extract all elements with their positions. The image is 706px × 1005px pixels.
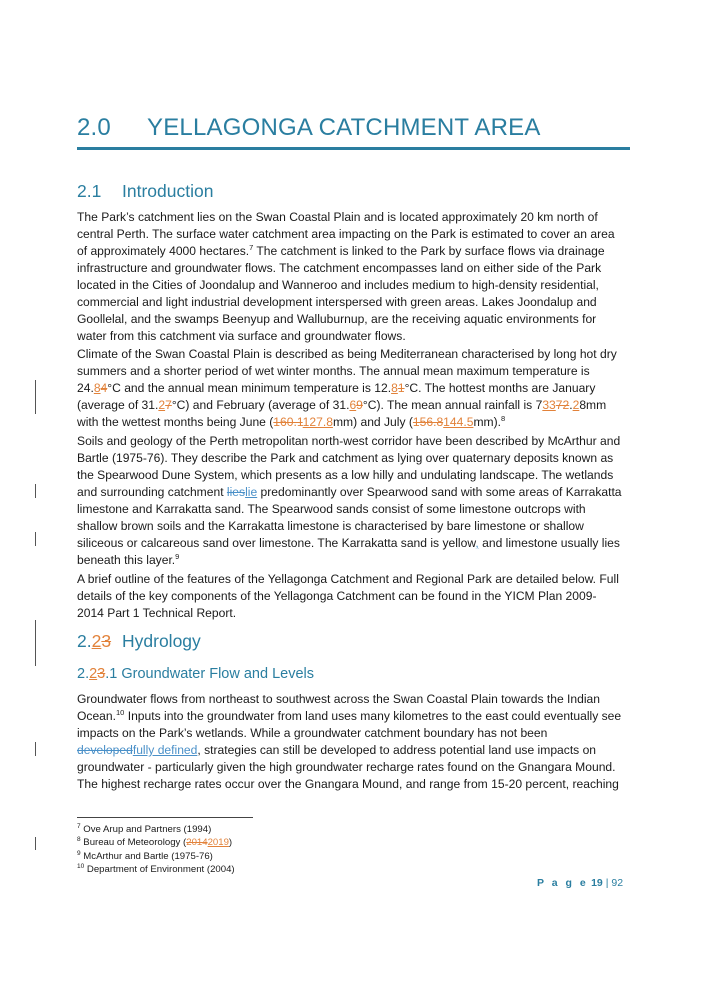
change-bar <box>35 742 36 756</box>
total-pages: 92 <box>611 877 624 889</box>
paragraph-line: siliceous or calcareous sand over limestone. The Karrakatta sand is yellow, and limestone usually lies <box>77 536 620 550</box>
paragraph-line: 24.84°C and the annual mean minimum temperature is 12.81°C. The hottest months are January <box>77 381 596 395</box>
chapter-number: 2.0 <box>77 114 111 141</box>
paragraph-line: of approximately 4000 hectares.$^7$ The catchment is linked to the Park by surface flows via drainage <box>77 242 605 258</box>
subsection-title: Groundwater Flow and Levels <box>121 666 315 682</box>
tracked-deletion: 4 <box>100 381 108 395</box>
footnote-item: $^8$ Bureau of Meteorology (20142019) <box>77 836 233 849</box>
tracked-insertion: 2 <box>158 398 166 412</box>
paragraph-line: details of the key components of the Yellagonga Catchment can be found in the YICM Plan 2009- <box>77 589 597 603</box>
paragraph-line: limestone and Karrakatta sand. The Spearwood sands consist of some limestone outcrops with <box>77 502 586 516</box>
paragraph-line: Bartle (1975-76). They describe the Park and catchment as lying over quaternary deposits known as <box>77 451 614 465</box>
subsection-heading-groundwater <box>77 666 314 682</box>
footnote-ref[interactable]: 10 <box>116 707 125 717</box>
paragraph-line: The Park’s catchment lies on the Swan Coastal Plain and is located approximately 20 km north of <box>77 210 598 224</box>
tracked-deletion: 3 <box>97 666 106 682</box>
change-bar <box>35 380 36 414</box>
tracked-deletion: 72 <box>555 398 570 412</box>
section-title: Hydrology <box>122 631 201 651</box>
tracked-deletion: developed <box>77 743 133 757</box>
subsection-number: 2.23.1 <box>77 666 118 682</box>
tracked-deletion: 9 <box>356 398 363 412</box>
groundwater-paragraph <box>77 691 637 793</box>
tracked-insertion: 33 <box>542 398 556 412</box>
section-number: 2.1 <box>77 181 102 201</box>
paragraph-line: Climate of the Swan Coastal Plain is described as being Mediterranean characterised by long hot dry <box>77 347 617 361</box>
paragraph-line: shallow brown soils and the Karrakatta limestone is characterised by bare limestone or shallow <box>77 519 584 533</box>
section-heading-hydrology <box>77 631 201 652</box>
page-footer <box>537 877 623 889</box>
paragraph-line: Soils and geology of the Perth metropolitan north-west corridor have been described by McArthur and <box>77 434 621 448</box>
tracked-deletion: 1 <box>397 381 405 395</box>
paragraph-line: Groundwater flows from northeast to southwest across the Swan Coastal Plain towards the Indian <box>77 692 600 706</box>
footnote-separator <box>77 817 253 818</box>
paragraph-line: A brief outline of the features of the Yellagonga Catchment and Regional Park are detailed below. Full <box>77 572 619 586</box>
heading-underline <box>77 147 630 150</box>
page-separator: | <box>605 877 609 889</box>
paragraph-line: Goollelal, and the swamps Beenyup and Walluburnup, are the receiving aquatic environments for <box>77 312 597 326</box>
tracked-deletion: 2014 <box>186 837 208 849</box>
soils-paragraph <box>77 433 637 569</box>
paragraph-line: water from this catchment via surface and groundwater flows. <box>77 329 406 343</box>
change-bar <box>35 620 36 666</box>
tracked-deletion: 7 <box>165 398 172 412</box>
footnote-item: $^9$ McArthur and Bartle (1975-76) <box>77 849 213 862</box>
tracked-insertion: 2019 <box>207 837 229 849</box>
footnote-item: $^{10}$ Department of Environment (2004) <box>77 862 235 875</box>
section-number: 2.23 <box>77 631 112 651</box>
intro-paragraph <box>77 209 637 345</box>
footnotes <box>77 823 235 876</box>
section-title: Introduction <box>122 181 214 201</box>
paragraph-line: located in the Cities of Joondalup and Wanneroo and includes medium to high-density residential, <box>77 278 599 292</box>
tracked-insertion: 127.8 <box>302 415 333 429</box>
tracked-insertion: 2 <box>89 666 98 682</box>
tracked-insertion: lie <box>245 485 258 499</box>
footnote-ref[interactable]: 7 <box>249 242 254 252</box>
tracked-deletion: 160.1 <box>273 415 303 429</box>
paragraph-line: central Perth. The surface water catchment area impacting on the Park is estimated to cover an area <box>77 227 615 241</box>
tracked-insertion: 8 <box>391 381 398 395</box>
paragraph-line: beneath this layer.$^9$ <box>77 551 180 567</box>
tracked-insertion: 2 <box>91 631 102 651</box>
tracked-deletion: lies <box>226 485 246 499</box>
chapter-heading <box>77 114 630 142</box>
paragraph-line: developedfully defined, strategies can still be developed to address potential land use impacts on <box>77 743 597 757</box>
paragraph-line: (average of 31.27°C) and February (average of 31.69°C). The mean annual rainfall is 73372.28mm <box>77 398 607 412</box>
tracked-insertion: 6 <box>349 398 357 412</box>
page-number: 19 <box>591 877 603 889</box>
change-bar <box>35 837 36 850</box>
paragraph-line: groundwater - particularly given the high groundwater recharge rates found on the Gnangara Mound. <box>77 760 616 774</box>
tracked-insertion: 8 <box>93 381 101 395</box>
page-label: P a g e <box>537 877 589 889</box>
climate-paragraph <box>77 346 637 431</box>
paragraph-line: The highest recharge rates occur over the Gnangara Mound, and range from 15-20 percent, reaching <box>77 777 619 791</box>
tracked-insertion: , <box>475 536 479 550</box>
outline-paragraph <box>77 571 637 622</box>
tracked-insertion: 144.5 <box>443 415 474 429</box>
paragraph-line: 2014 Part 1 Technical Report. <box>77 606 237 620</box>
paragraph-line: impacts on the Park’s wetlands. While a groundwater catchment boundary has not been <box>77 726 548 740</box>
paragraph-line: and surrounding catchment lieslie predominantly over Spearwood sand with some areas of Karrakatta <box>77 485 622 499</box>
paragraph-line: Ocean.$^{10}$ Inputs into the groundwater from land uses many kilometres to the east could eventually see <box>77 707 622 723</box>
change-bar <box>35 532 36 546</box>
tracked-deletion: 156.8 <box>412 415 444 429</box>
chapter-title: YELLAGONGA CATCHMENT AREA <box>147 114 541 141</box>
section-heading-introduction <box>77 181 213 202</box>
paragraph-line: commercial and light industrial development interspersed with green areas. Lakes Joondalup and <box>77 295 597 309</box>
paragraph-line: summers and a shorter period of wet winter months. The annual mean maximum temperature is <box>77 364 590 378</box>
paragraph-line: infrastructure and groundwater flows. The catchment encompasses land on either side of the Park <box>77 261 602 275</box>
paragraph-line: with the wettest months being June (160.1127.8mm) and July (156.8144.5mm).$^8$ <box>77 413 506 429</box>
footnote-ref[interactable]: 9 <box>175 551 180 561</box>
change-bar <box>35 484 36 498</box>
tracked-deletion: 3 <box>101 631 112 651</box>
tracked-insertion: fully defined <box>132 743 198 757</box>
tracked-insertion: 2 <box>572 398 580 412</box>
footnote-item: $^7$ Ove Arup and Partners (1994) <box>77 822 212 835</box>
paragraph-line: the Spearwood Dune System, which presents as a low hilly and undulating landscape. The wetlands <box>77 468 614 482</box>
footnote-ref[interactable]: 8 <box>500 413 506 423</box>
